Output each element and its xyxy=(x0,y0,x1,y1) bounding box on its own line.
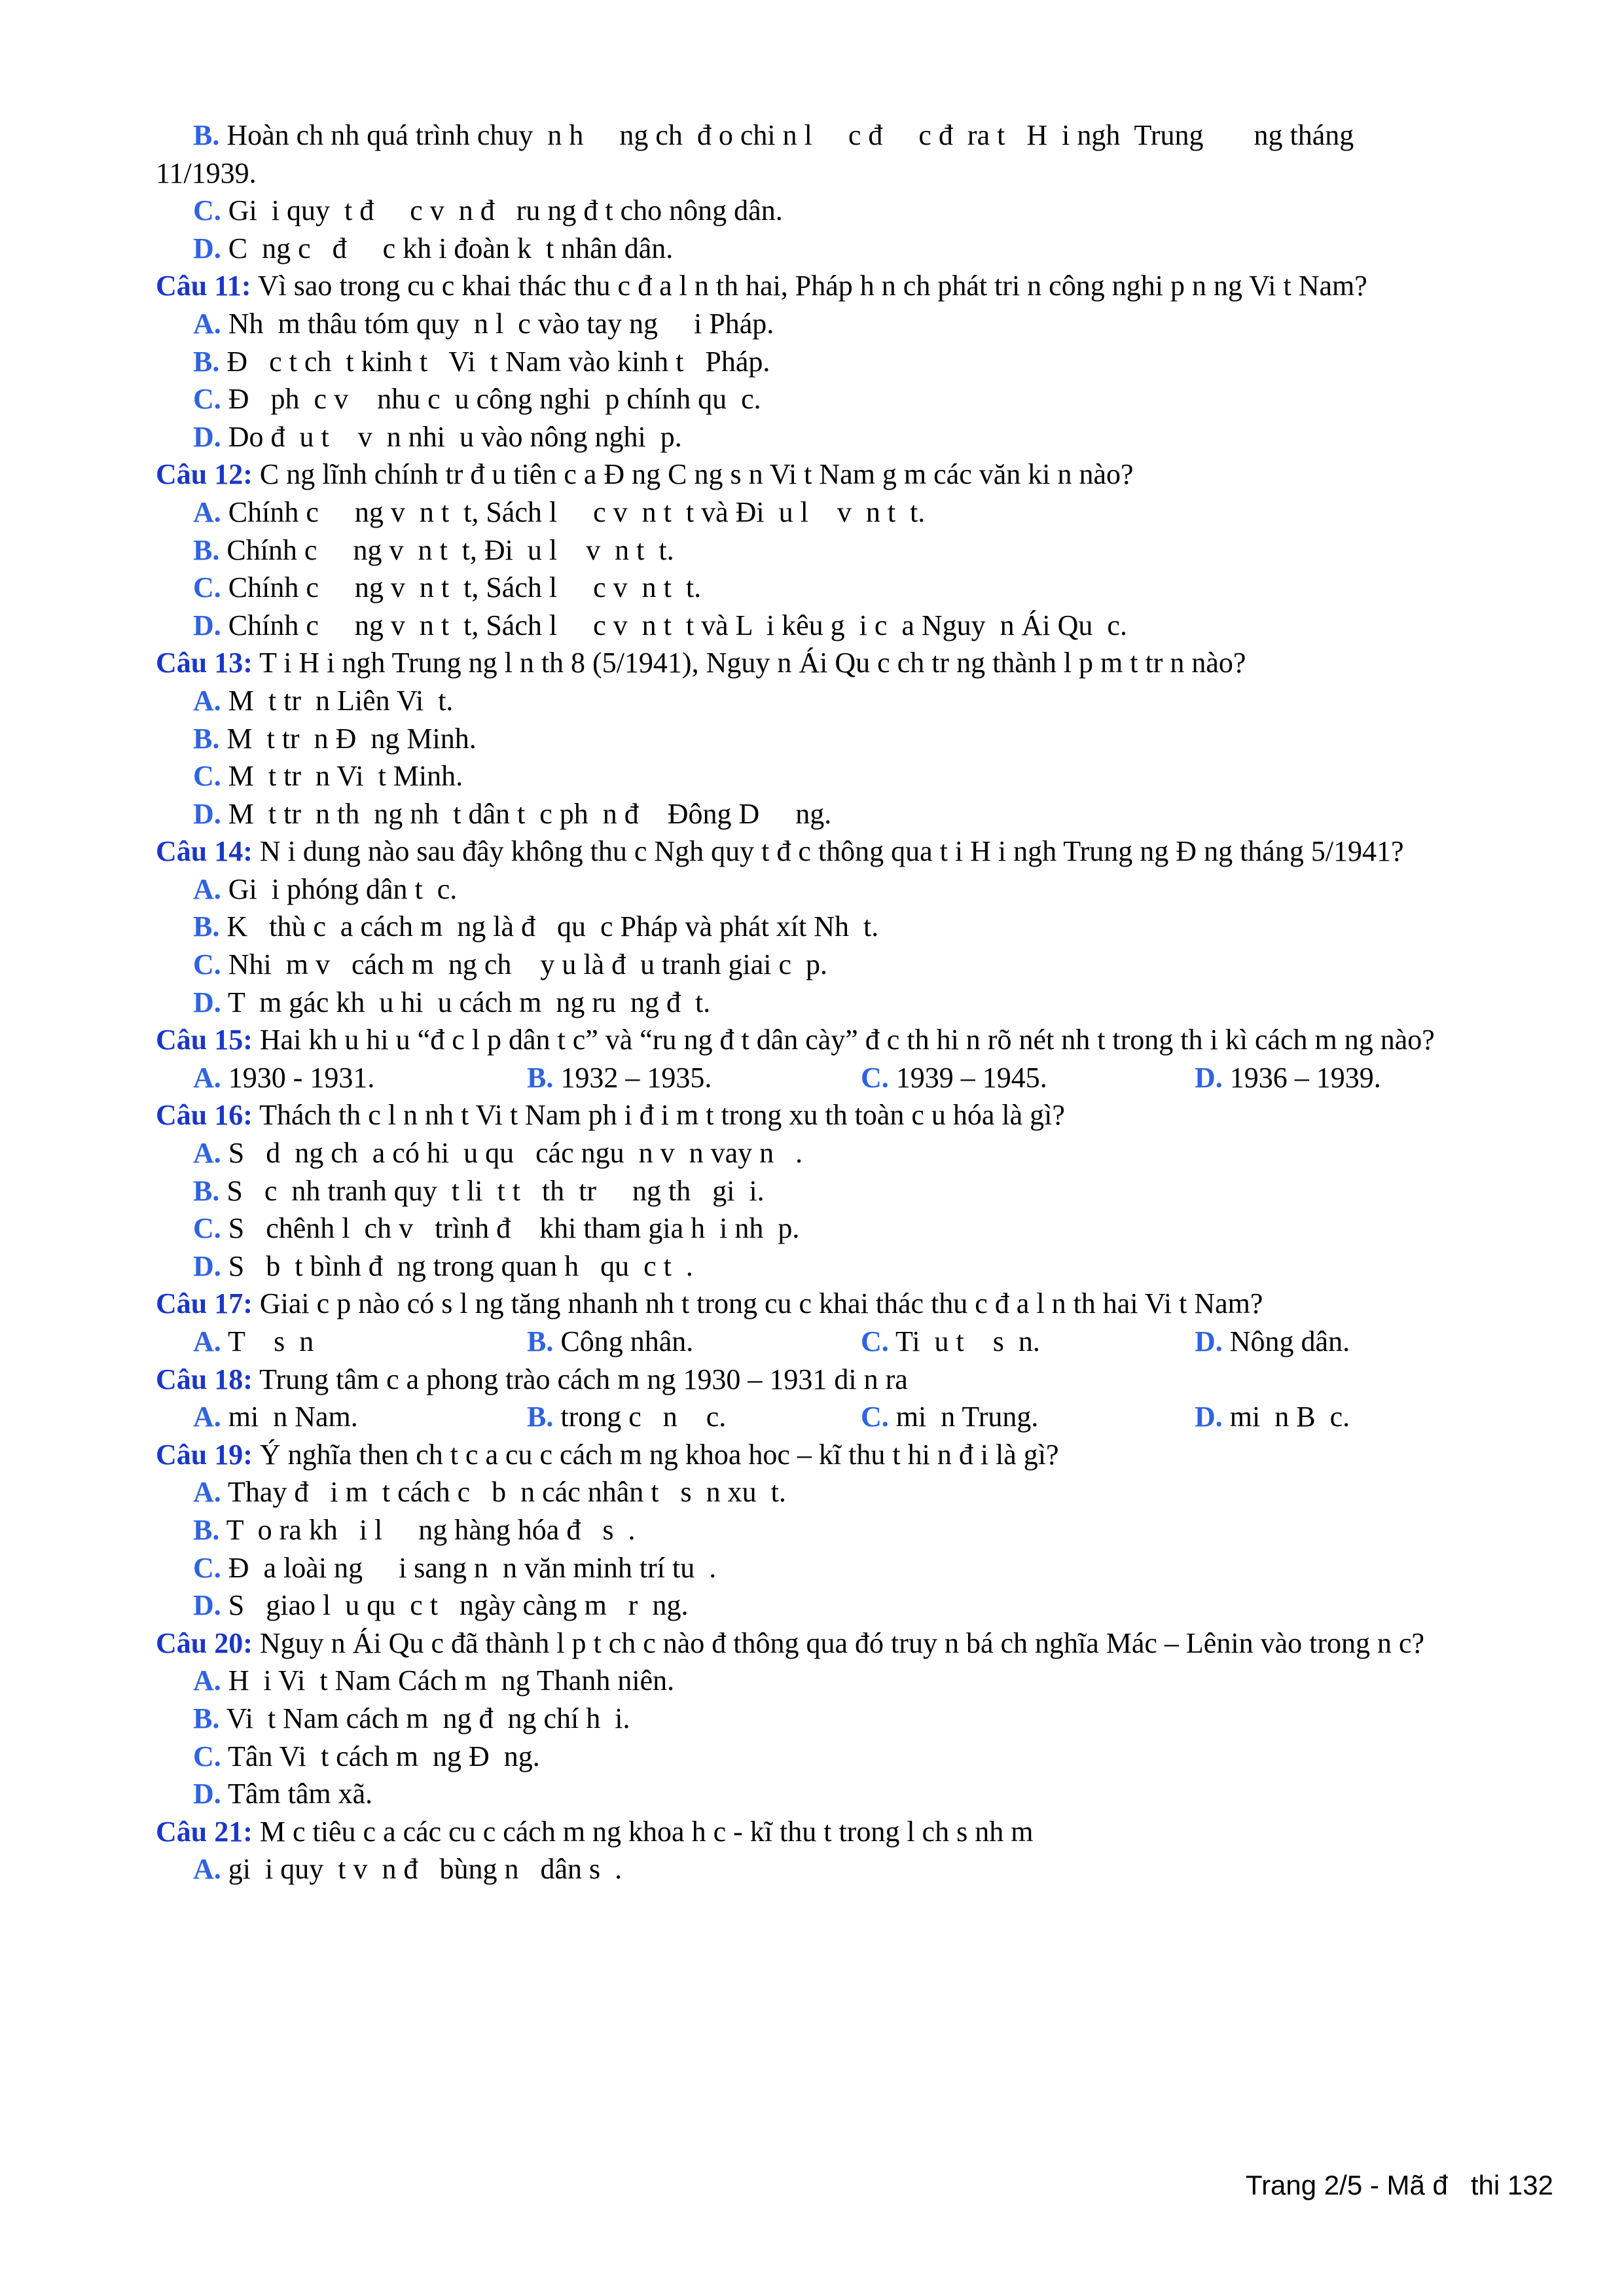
answer-option xyxy=(156,984,1557,1022)
question-stem xyxy=(156,1813,1557,1851)
question-label: Câu 16: xyxy=(156,1099,253,1132)
option-label: C. xyxy=(861,1401,889,1433)
option-label: B. xyxy=(193,1513,220,1546)
answer-option xyxy=(156,682,1557,720)
option-text: Chính c ng v n t t, Sách l c v n t t. xyxy=(221,571,702,604)
answer-option xyxy=(156,757,1557,795)
answer-option xyxy=(156,1247,1557,1285)
option-label: A. xyxy=(193,1137,221,1170)
option-text: Tâm tâm xã. xyxy=(221,1778,373,1810)
question-stem xyxy=(156,644,1557,682)
option-label: C. xyxy=(193,1740,221,1772)
option-label: C. xyxy=(193,383,221,416)
answer-option xyxy=(861,1059,1195,1097)
option-label: B. xyxy=(193,119,220,151)
option-text: S d ng ch a có hi u qu các ngu n v n vay n . xyxy=(221,1137,803,1170)
answer-option xyxy=(156,870,1557,908)
option-text: Nông dân. xyxy=(1222,1325,1350,1357)
option-text: Đ a loài ng i sang n n văn minh trí tu . xyxy=(221,1551,717,1584)
answer-option xyxy=(156,493,1557,531)
answer-option xyxy=(193,1323,527,1361)
question-text: C ng lĩnh chính tr đ u tiên c a Đ ng C ng s n Vi t Nam g m các văn ki n nào? xyxy=(252,458,1134,491)
answer-option xyxy=(156,1662,1557,1700)
answer-option xyxy=(156,380,1557,418)
answer-option xyxy=(156,1511,1557,1549)
option-text: S b t bình đ ng trong quan h qu c t . xyxy=(221,1249,693,1282)
option-text: mi n B c. xyxy=(1222,1401,1350,1433)
page-footer: Trang 2/5 - Mã đ thi 132 xyxy=(1245,2170,1553,2200)
option-label: B. xyxy=(527,1061,554,1094)
option-text: 1936 – 1939. xyxy=(1222,1061,1381,1094)
answer-option xyxy=(156,343,1557,381)
option-label: A. xyxy=(193,684,221,717)
answer-option xyxy=(156,1738,1557,1776)
answer-option xyxy=(156,1549,1557,1587)
option-text: C ng c đ c kh i đoàn k t nhân dân. xyxy=(221,232,674,264)
question-stem xyxy=(156,1361,1557,1399)
option-text: 1930 - 1931. xyxy=(221,1061,375,1094)
option-label: D. xyxy=(1195,1325,1223,1357)
option-text: Gi i quy t đ c v n đ ru ng đ t cho nông dân. xyxy=(221,194,783,227)
option-text: Công nhân. xyxy=(553,1325,694,1357)
option-label: A. xyxy=(193,1325,221,1357)
option-text: Thay đ i m t cách c b n các nhân t s n xu t. xyxy=(221,1476,786,1509)
option-text: Gi i phóng dân t c. xyxy=(221,872,458,905)
option-row xyxy=(156,1059,1557,1097)
question-text: Giai c p nào có s l ng tăng nhanh nh t trong cu c khai thác thu c đ a l n th hai Vi t Nam? xyxy=(252,1287,1263,1320)
option-text: Vi t Nam cách m ng đ ng chí h i. xyxy=(219,1702,630,1734)
question-label: Câu 20: xyxy=(156,1626,253,1659)
option-label: A. xyxy=(193,1664,221,1697)
question-stem xyxy=(156,1021,1557,1059)
option-label: B. xyxy=(527,1401,554,1433)
option-text: Đ ph c v nhu c u công nghi p chính qu c. xyxy=(221,383,761,416)
answer-option xyxy=(156,607,1557,645)
option-label: D. xyxy=(1195,1061,1223,1094)
continuation-text: 11/1939. xyxy=(156,156,257,189)
answer-option xyxy=(156,1473,1557,1511)
option-label: B. xyxy=(193,345,220,378)
option-label: B. xyxy=(527,1325,554,1357)
answer-option xyxy=(156,418,1557,456)
option-label: D. xyxy=(1195,1401,1223,1433)
option-label: B. xyxy=(193,1174,220,1207)
answer-option xyxy=(156,1587,1557,1624)
option-label: D. xyxy=(193,797,221,830)
option-label: D. xyxy=(193,986,221,1018)
answer-option xyxy=(156,795,1557,833)
option-label: C. xyxy=(193,948,221,981)
text-continuation xyxy=(156,154,1557,192)
option-label: D. xyxy=(193,420,221,453)
option-text: Nh m thâu tóm quy n l c vào tay ng i Pháp. xyxy=(221,307,774,340)
option-text: M t tr n th ng nh t dân t c ph n đ Đông D ng. xyxy=(221,797,832,830)
question-stem xyxy=(156,1285,1557,1323)
option-text: 1932 – 1935. xyxy=(553,1061,712,1094)
option-text: Chính c ng v n t t, Sách l c v n t t và Đi u l v n t t. xyxy=(221,495,926,528)
option-row xyxy=(156,1323,1557,1361)
option-text: 1939 – 1945. xyxy=(888,1061,1047,1094)
option-label: C. xyxy=(193,1551,221,1584)
option-label: C. xyxy=(861,1325,889,1357)
answer-option xyxy=(156,192,1557,230)
answer-option xyxy=(156,117,1557,154)
answer-option xyxy=(156,1172,1557,1210)
answer-option xyxy=(156,946,1557,984)
option-label: A. xyxy=(193,495,221,528)
question-stem xyxy=(156,833,1557,870)
question-stem xyxy=(156,1624,1557,1662)
question-text: N i dung nào sau đây không thu c Ngh quy t đ c thông qua t i H i ngh Trung ng Đ ng tháng 5/1941? xyxy=(252,835,1404,868)
option-text: Nhi m v cách m ng ch y u là đ u tranh giai c p. xyxy=(221,948,828,981)
option-label: A. xyxy=(193,1476,221,1509)
option-label: D. xyxy=(193,609,221,641)
option-text: M t tr n Vi t Minh. xyxy=(221,760,463,793)
option-text: M t tr n Đ ng Minh. xyxy=(219,722,477,755)
option-label: D. xyxy=(193,1589,221,1622)
option-text: T s n xyxy=(221,1325,314,1357)
option-label: D. xyxy=(193,1778,221,1810)
option-text: T o ra kh i l ng hàng hóa đ s . xyxy=(219,1513,636,1546)
question-text: Nguy n Ái Qu c đã thành l p t ch c nào đ thông qua đó truy n bá ch nghĩa Mác – Lênin vào trong n c? xyxy=(252,1626,1425,1659)
option-label: C. xyxy=(193,760,221,793)
question-label: Câu 17: xyxy=(156,1287,253,1320)
question-text: Thách th c l n nh t Vi t Nam ph i đ i m t trong xu th toàn c u hóa là gì? xyxy=(252,1099,1065,1132)
option-label: A. xyxy=(193,307,221,340)
answer-option xyxy=(156,531,1557,569)
question-label: Câu 15: xyxy=(156,1024,253,1056)
answer-option xyxy=(861,1323,1195,1361)
question-stem xyxy=(156,1436,1557,1474)
option-text: Ti u t s n. xyxy=(888,1325,1040,1357)
option-label: B. xyxy=(193,910,220,943)
answer-option xyxy=(527,1323,861,1361)
question-stem xyxy=(156,1096,1557,1134)
option-text: H i Vi t Nam Cách m ng Thanh niên. xyxy=(221,1664,675,1697)
option-label: C. xyxy=(193,571,221,604)
answer-option xyxy=(861,1398,1195,1436)
option-text: Đ c t ch t kinh t Vi t Nam vào kinh t Pháp. xyxy=(219,345,770,378)
option-label: B. xyxy=(193,1702,220,1734)
question-label: Câu 21: xyxy=(156,1815,253,1848)
option-text: S c nh tranh quy t li t t th tr ng th gi i. xyxy=(219,1174,765,1207)
question-text: Ý nghĩa then ch t c a cu c cách m ng khoa hoc – kĩ thu t hi n đ i là gì? xyxy=(252,1438,1059,1471)
question-list xyxy=(156,117,1557,1888)
answer-option xyxy=(156,1210,1557,1247)
answer-option xyxy=(1195,1059,1557,1097)
question-label: Câu 11: xyxy=(156,270,251,302)
question-label: Câu 14: xyxy=(156,835,253,868)
option-text: S chênh l ch v trình đ khi tham gia h i nh p. xyxy=(221,1212,800,1245)
option-label: C. xyxy=(193,1212,221,1245)
option-text: Tân Vi t cách m ng Đ ng. xyxy=(221,1740,540,1772)
option-label: D. xyxy=(193,232,221,264)
option-label: A. xyxy=(193,1061,221,1094)
option-text: S giao l u qu c t ngày càng m r ng. xyxy=(221,1589,689,1622)
option-text: mi n Nam. xyxy=(221,1401,358,1433)
question-text: Trung tâm c a phong trào cách m ng 1930 – 1931 di n ra xyxy=(252,1363,908,1395)
option-text: Chính c ng v n t t, Sách l c v n t t và L i kêu g i c a Nguy n Ái Qu c. xyxy=(221,609,1127,641)
answer-option xyxy=(156,1134,1557,1172)
option-label: A. xyxy=(193,1401,221,1433)
option-text: Do đ u t v n nhi u vào nông nghi p. xyxy=(221,420,682,453)
question-stem xyxy=(156,267,1557,305)
question-label: Câu 18: xyxy=(156,1363,253,1395)
answer-option xyxy=(156,1700,1557,1738)
question-label: Câu 19: xyxy=(156,1438,253,1471)
option-text: K thù c a cách m ng là đ qu c Pháp và phát xít Nh t. xyxy=(219,910,879,943)
answer-option xyxy=(1195,1398,1557,1436)
option-text: Chính c ng v n t t, Đi u l v n t t. xyxy=(219,533,674,566)
answer-option xyxy=(193,1398,527,1436)
option-label: A. xyxy=(193,1853,221,1886)
question-text: T i H i ngh Trung ng l n th 8 (5/1941), Nguy n Ái Qu c ch tr ng thành l p m t tr n nào? xyxy=(252,647,1246,679)
answer-option xyxy=(156,305,1557,343)
answer-option xyxy=(156,1775,1557,1813)
answer-option xyxy=(156,230,1557,268)
option-label: B. xyxy=(193,722,220,755)
question-text: Vì sao trong cu c khai thác thu c đ a l n th hai, Pháp h n ch phát tri n công nghi p n ng Vi t Nam? xyxy=(251,270,1367,302)
answer-option xyxy=(156,1850,1557,1888)
option-text: T m gác kh u hi u cách m ng ru ng đ t. xyxy=(221,986,711,1018)
option-label: B. xyxy=(193,533,220,566)
option-label: C. xyxy=(193,194,221,227)
option-text: gi i quy t v n đ bùng n dân s . xyxy=(221,1853,623,1886)
option-text: Hoàn ch nh quá trình chuy n h ng ch đ o chi n l c đ c đ ra t H i ngh Trung ng tháng xyxy=(219,119,1354,151)
option-row xyxy=(156,1398,1557,1436)
question-label: Câu 12: xyxy=(156,458,253,491)
option-text: M t tr n Liên Vi t. xyxy=(221,684,454,717)
answer-option xyxy=(156,720,1557,758)
question-text: Hai kh u hi u “đ c l p dân t c” và “ru ng đ t dân cày” đ c th hi n rõ nét nh t trong th i kì cách m ng nào? xyxy=(252,1024,1435,1056)
option-label: D. xyxy=(193,1249,221,1282)
option-label: C. xyxy=(861,1061,889,1094)
answer-option xyxy=(156,569,1557,607)
option-text: trong c n c. xyxy=(553,1401,727,1433)
question-label: Câu 13: xyxy=(156,647,253,679)
answer-option xyxy=(193,1059,527,1097)
answer-option xyxy=(1195,1323,1557,1361)
answer-option xyxy=(156,908,1557,946)
answer-option xyxy=(527,1398,861,1436)
option-label: A. xyxy=(193,872,221,905)
question-text: M c tiêu c a các cu c cách m ng khoa h c - kĩ thu t trong l ch s nh m xyxy=(252,1815,1034,1848)
question-stem xyxy=(156,456,1557,493)
answer-option xyxy=(527,1059,861,1097)
option-text: mi n Trung. xyxy=(888,1401,1039,1433)
